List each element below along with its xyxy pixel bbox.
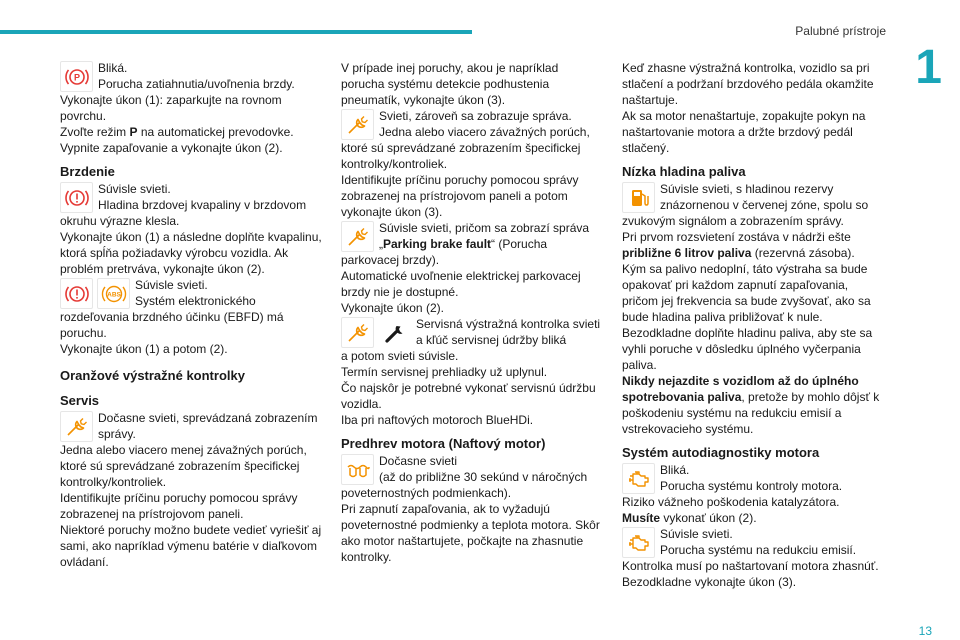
svg-text:ABS: ABS <box>106 291 121 298</box>
paragraph: Iba pri naftových motoroch BlueHDi. <box>341 413 534 427</box>
service-entry <box>60 410 322 442</box>
engine-flash-entry <box>622 462 884 494</box>
service-serious-entry <box>341 108 603 172</box>
description-text: Súvisle svieti, s hladinou rezervy znázornenou v červenej zóne, spolu so zvukovým signálom a zobrazením správy. <box>622 182 869 228</box>
status-text: Súvisle svieti. <box>660 527 733 541</box>
section-heading-oranzove: Oranžové výstražné kontrolky <box>60 368 245 383</box>
description-text: „Parking brake fault“ (Porucha parkovacej brzdy). <box>341 237 548 267</box>
page-number: 13 <box>918 624 932 638</box>
paragraph: Čo najskôr je potrebné vykonať servisnú údržbu vozidla. <box>341 381 596 411</box>
engine-check-icon <box>622 463 655 494</box>
description-text: (až do približne 30 sekúnd v náročných poveternostných podmienkach). <box>341 470 588 500</box>
status-text: Súvisle svieti. <box>135 278 208 292</box>
paragraph: Bezodkladne doplňte hladinu paliva, aby ste sa vyhli poruche v dôsledku úplného vyčerpania paliva. <box>622 326 873 372</box>
section-heading-brzdenie: Brzdenie <box>60 164 115 179</box>
column-3 <box>622 60 884 590</box>
running-title: Palubné prístroje <box>795 24 886 38</box>
engine-steady-entry <box>622 526 884 558</box>
svg-text:P: P <box>73 72 80 82</box>
paragraph: Vykonajte úkon (1): zaparkujte na rovnom povrchu. <box>60 93 282 123</box>
service-due-entry <box>341 316 603 348</box>
engine-check-icon <box>622 527 655 558</box>
description-text: Porucha systému na redukciu emisií. <box>660 543 857 557</box>
service-wrench-icon <box>341 317 374 348</box>
paragraph: Niektoré poruchy možno budete vedieť vyriešiť aj sami, ako napríklad výmenu batérie v diaľkovom ovládaní. <box>60 523 322 569</box>
section-heading-servis: Servis <box>60 393 100 408</box>
column-1 <box>60 60 322 570</box>
paragraph: Zvoľte režim P na automatickej prevodovke. <box>60 125 294 139</box>
status-text: Dočasne svieti <box>379 454 458 468</box>
description-text: Jedna alebo viacero závažných porúch, ktoré sú sprevádzané zobrazením špecifickej kontrolky/kontroliek. <box>341 125 590 171</box>
service-wrench-icon <box>341 221 374 252</box>
service-wrench-icon <box>341 109 374 140</box>
description-text: Hladina brzdovej kvapaliny v brzdovom okruhu výrazne klesla. <box>60 198 307 228</box>
status-text: Svieti, zároveň sa zobrazuje správa. <box>379 109 572 123</box>
paragraph: Kontrolka musí po naštartovaní motora zhasnúť. <box>622 559 879 573</box>
paragraph: Vykonajte úkon (2). <box>341 301 444 315</box>
low-fuel-entry <box>622 181 884 229</box>
paragraph: Automatické uvoľnenie elektrickej parkovacej brzdy nie je dostupné. <box>341 269 581 299</box>
paragraph: Vypnite zapaľovanie a vykonajte úkon (2). <box>60 141 283 155</box>
description-text: Porucha systému kontroly motora. <box>660 479 843 493</box>
spanner-icon <box>378 317 411 348</box>
column-2 <box>341 60 603 565</box>
paragraph: Identifikujte príčinu poruchy pomocou správy zobrazenej na prístrojovom paneli. <box>60 491 298 521</box>
section-heading-diagnostika: Systém autodiagnostiky motora <box>622 445 820 460</box>
status-text: Bliká. <box>98 61 128 75</box>
paragraph: Riziko vážneho poškodenia katalyzátora. <box>622 495 840 509</box>
paragraph: Pri prvom rozsvietení zostáva v nádrži ešte približne 6 litrov paliva (rezervná zásoba). <box>622 230 855 260</box>
status-text: Súvisle svieti. <box>98 182 171 196</box>
description-text: Servisná výstražná kontrolka svieti a kľúč servisnej údržby bliká <box>416 317 601 347</box>
parking-brake-entry <box>60 60 322 92</box>
preheat-entry <box>341 453 603 501</box>
parking-brake-fault-entry <box>341 220 603 268</box>
brake-fluid-entry <box>60 181 322 229</box>
paragraph: Vykonajte úkon (1) a následne doplňte kvapalinu, ktorá spĺňa požiadavky výrobcu vozidla. Ak problém pretrváva, vykonajte úkon (2). <box>60 230 322 276</box>
brake-warning-icon <box>60 278 93 309</box>
status-text: Súvisle svieti, pričom sa zobrazí správa <box>379 221 590 235</box>
description-text: Porucha zatiahnutia/uvoľnenia brzdy. <box>98 77 295 91</box>
paragraph: a potom svieti súvisle. <box>341 349 459 363</box>
paragraph: V prípade inej poruchy, akou je napríklad porucha systému detekcie podhustenia pneumatík, vykonajte úkon (3). <box>341 61 559 107</box>
paragraph: Pri zapnutí zapaľovania, ak to vyžadujú poveternostné podmienky a teplota motora. Skôr ako motor naštartujete, počkajte na zhasnutie kontrolky. <box>341 502 600 564</box>
header-accent-bar <box>0 30 472 34</box>
fuel-pump-icon <box>622 182 655 213</box>
paragraph: Jedna alebo viacero menej závažných porúch, ktoré sú sprevádzané zobrazením špecifickej kontrolky/kontroliek. <box>60 443 307 489</box>
section-heading-predhrev: Predhrev motora (Naftový motor) <box>341 436 546 451</box>
paragraph: Bezodkladne vykonajte úkon (3). <box>622 575 797 589</box>
abs-warning-icon <box>97 278 130 309</box>
service-wrench-icon <box>60 411 93 442</box>
glow-plug-icon <box>341 454 374 485</box>
paragraph: Termín servisnej prehliadky už uplynul. <box>341 365 548 379</box>
paragraph: Ak sa motor nenaštartuje, zopakujte pokyn na naštartovanie motora a držte brzdový pedál stlačený. <box>622 109 866 155</box>
paragraph: Kým sa palivo nedoplní, táto výstraha sa bude opakovať pri každom zapnutí zapaľovania, pričom jej frekvencia sa bude zvyšovať, ako sa bude hladina paliva približovať k nule. <box>622 262 871 324</box>
section-heading-palivo: Nízka hladina paliva <box>622 164 746 179</box>
description-text: Systém elektronického rozdeľovania brzdného účinku (EBFD) má poruchu. <box>60 294 284 340</box>
paragraph: Identifikujte príčinu poruchy pomocou správy zobrazenej na prístrojovom paneli a potom vykonajte úkon (3). <box>341 173 579 219</box>
paragraph: Vykonajte úkon (1) a potom (2). <box>60 342 228 356</box>
paragraph: Keď zhasne výstražná kontrolka, vozidlo sa pri stlačení a podržaní brzdového pedála okamžite naštartuje. <box>622 61 874 107</box>
parking-brake-warning-icon <box>60 61 93 92</box>
status-text: Bliká. <box>660 463 690 477</box>
ebfd-entry <box>60 277 322 341</box>
chapter-number: 1 <box>915 41 942 94</box>
paragraph: Musíte vykonať úkon (2). <box>622 511 757 525</box>
status-text: Dočasne svieti, sprevádzaná zobrazením správy. <box>98 411 318 441</box>
brake-warning-icon <box>60 182 93 213</box>
paragraph: Nikdy nejazdite s vozidlom až do úplného spotrebovania paliva, pretože by mohlo dôjsť k poškodeniu systému na redukciu emisií a vstrekovacieho systému. <box>622 374 880 436</box>
